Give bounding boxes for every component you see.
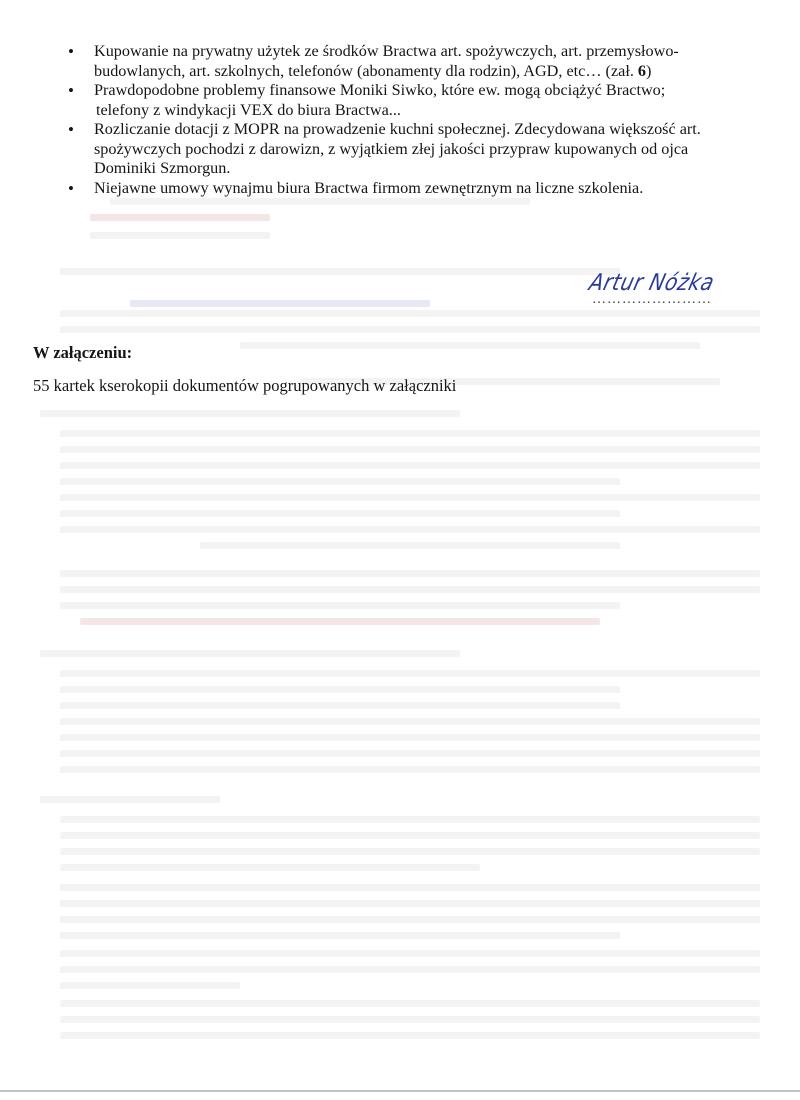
bullet-item-office-rental: [64, 179, 744, 199]
bullet-line: Dominiki Szmorgun.: [94, 159, 231, 177]
bullet-line: • Prawdopodobne problemy finansowe Moniki Siwko, które ew. mogą obciążyć Bractwo;: [94, 81, 666, 99]
attachments-heading: W załączeniu:: [33, 343, 133, 362]
bullet-line: telefony z windykacji VEX do biura Bractwa...: [96, 100, 401, 119]
scan-edge-line: [0, 1090, 800, 1092]
handwritten-signature: Artur Nóżka: [586, 268, 718, 296]
attachment-number: 6: [637, 61, 647, 80]
bullet-item-mopr-grant: [64, 120, 744, 179]
bullet-list: [64, 42, 744, 198]
bullet-item-private-purchases: [64, 42, 744, 81]
bullet-item-financial-problems: [64, 81, 744, 120]
bullet-line: • Kupowanie na prywatny użytek ze środków Bractwa art. spożywczych, art. przemysłowo-: [94, 42, 679, 60]
bullet-line: • Rozliczanie dotacji z MOPR na prowadzenie kuchni społecznej. Zdecydowana większość art.: [94, 120, 701, 138]
signature-dotted-line: ……………………: [592, 292, 712, 307]
bullet-line: budowlanych, art. szkolnych, telefonów (abonamenty dla rodzin), AGD, etc… (zał. 6): [94, 61, 652, 80]
bullet-line: spożywczych pochodzi z darowizn, z wyjątkiem złej jakości przypraw kupowanych od ojca: [94, 139, 689, 158]
attachments-description: 55 kartek kserokopii dokumentów pogrupowanych w załączniki: [33, 376, 457, 395]
bullet-line: • Niejawne umowy wynajmu biura Bractwa firmom zewnętrznym na liczne szkolenia.: [94, 178, 644, 197]
signature: [586, 268, 750, 310]
